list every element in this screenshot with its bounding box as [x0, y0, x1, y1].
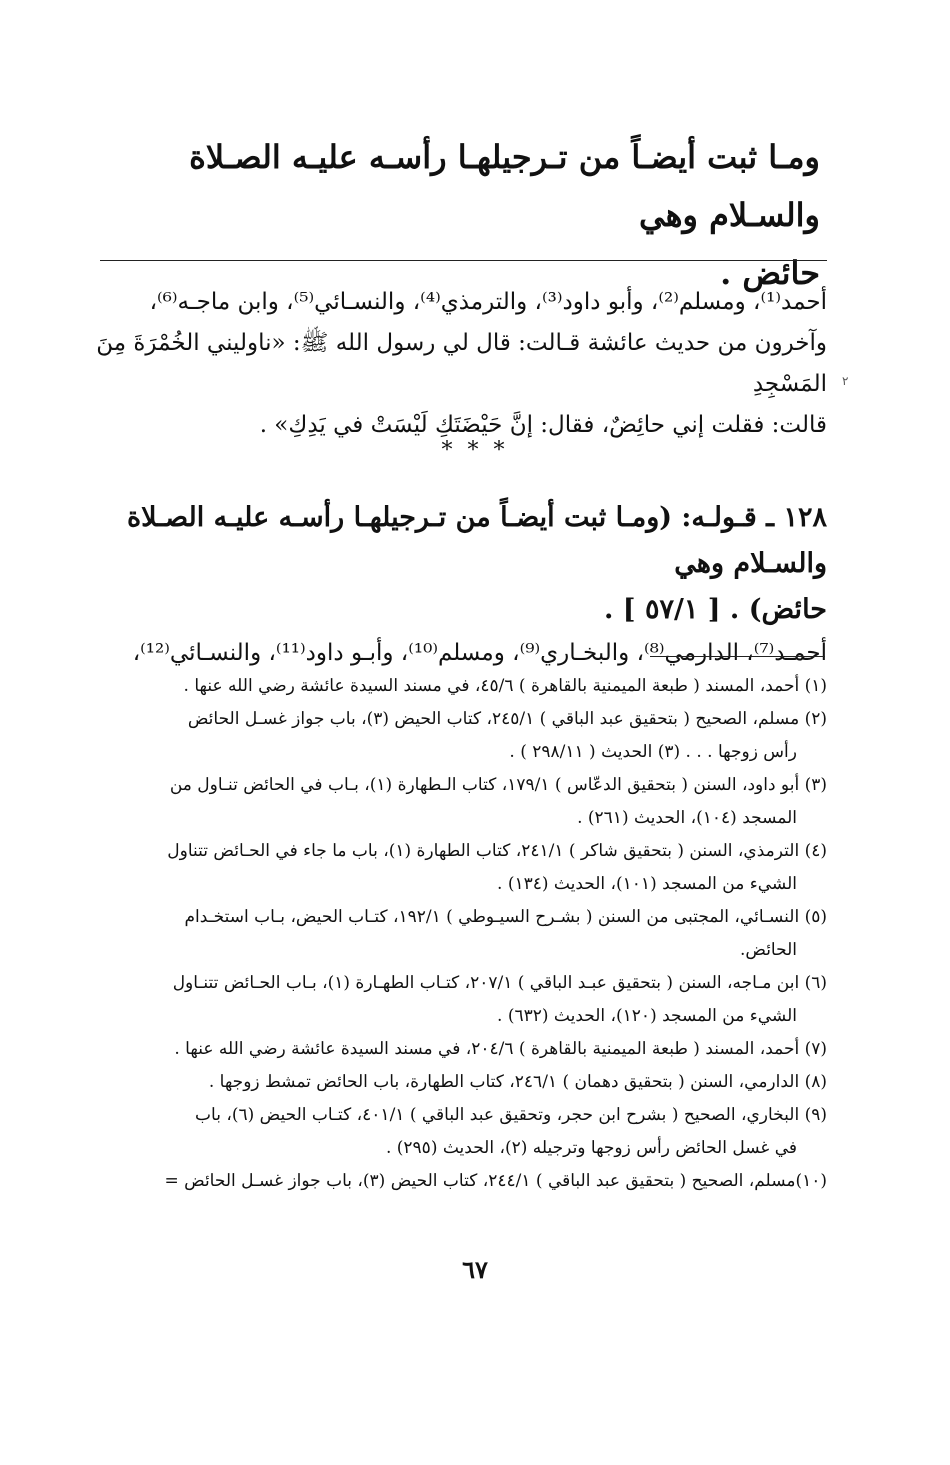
footnote-line: (٩) البخاري، الصحيح ( بشرح ابن حجر، وتحقيق عبد الباقي ) ٤٠١/١، كتـاب الحيض (٦)، باب: [195, 1105, 827, 1125]
reference-line-2: وآخرون من حديث عائشة قـالت: قال لي رسول الله ﷺ: «ناوليني الخُمْرَةَ مِنَ المَسْجِدِ: [96, 330, 827, 397]
reference-line-1: أحمد⁽¹⁾، ومسلم⁽²⁾، وأبو داود⁽³⁾، والترمذي⁽⁴⁾، والنسـائي⁽⁵⁾، وابن ماجـه⁽⁶⁾،: [149, 289, 827, 315]
footnote-line: (٤) الترمذي، السنن ( بتحقيق شاكر ) ٢٤١/١، كتاب الطهارة (١)، باب ما جاء في الحـائض تتناول: [167, 841, 827, 861]
footnote-continuation: رأس زوجها . . . (٣) الحديث ( ٢٩٨/١١ ) .: [509, 742, 797, 762]
footnote-divider: [650, 656, 825, 657]
heading-line-1: ومـا ثبت أيضـاً من تـرجيلهـا رأسـه عليـه الصـلاة والسـلام وهي: [189, 138, 820, 234]
page-number: ٦٧: [462, 1255, 488, 1284]
footnote-line: (٨) الدارمي، السنن ( بتحقيق دهمان ) ٢٤٦/١، كتاب الطهارة، باب الحائض تمشط زوجها .: [208, 1072, 827, 1092]
section-separator: * * *: [441, 438, 509, 463]
section-title-line-1: ١٢٨ ـ قـولـه: (ومـا ثبت أيضـاً من تـرجيلهـا رأسـه عليـه الصـلاة والسـلام وهي: [126, 502, 827, 579]
footnote-line: (٧) أحمد، المسند ( طبعة الميمنية بالقاهرة ) ٢٠٤/٦، في مسند السيدة عائشة رضي الله عنها .: [174, 1039, 827, 1059]
footnote-7: [95, 1033, 827, 1066]
footnotes: [95, 670, 827, 1198]
heading-line-2: حائض .: [720, 254, 820, 292]
footnote-5: [95, 901, 827, 967]
reference-block: [95, 282, 827, 446]
footnote-line: (١) أحمد، المسند ( طبعة الميمنية بالقاهرة ) ٤٥/٦، في مسند السيدة عائشة رضي الله عنها .: [183, 676, 827, 696]
footnote-line: (١٠)مسلم، الصحيح ( بتحقيق عبد الباقي ) ٢٤٤/١، كتاب الحيض (٣)، باب جواز غسـل الحائض =: [164, 1171, 827, 1191]
heading-divider: [100, 260, 827, 261]
footnote-line: (٢) مسلم، الصحيح ( بتحقيق عبد الباقي ) ٢٤٥/١، كتاب الحيض (٣)، باب جواز غسـل الحائض: [187, 709, 827, 729]
footnote-continuation: الحائض.: [739, 940, 797, 960]
footnote-continuation: الشيء من المسجد (١٠١)، الحديث (١٣٤) .: [497, 874, 797, 894]
footnote-9: [95, 1099, 827, 1165]
section-refs-line: أحمـد⁽⁷⁾، الدارمي⁽⁸⁾، والبخـاري⁽⁹⁾، ومسلم⁽¹⁰⁾، وأبـو داود⁽¹¹⁾، والنسـائي⁽¹²⁾،: [132, 640, 827, 666]
reference-line-3: قالت: فقلت إني حائِضٌ، فقال: إنَّ حَيْضَتَكِ لَيْسَتْ في يَدِكِ» .: [259, 412, 827, 438]
margin-mark: ٢: [842, 374, 849, 388]
footnote-2: [95, 703, 827, 769]
footnote-1: [95, 670, 827, 703]
footnote-line: (٦) ابن مـاجه، السنن ( بتحقيق عبـد الباقي ) ٢٠٧/١، كتـاب الطهـارة (١)، بـاب الحـائض تتنـاول: [172, 973, 827, 993]
footnote-3: [95, 769, 827, 835]
footnote-10: [95, 1165, 827, 1198]
page-heading: [95, 128, 820, 302]
footnote-line: (٣) أبو داود، السنن ( بتحقيق الدعّاس ) ١٧٩/١، كتاب الـطهارة (١)، بـاب في الحائض تنـاول من: [169, 775, 827, 795]
footnote-8: [95, 1066, 827, 1099]
footnote-4: [95, 835, 827, 901]
footnote-6: [95, 967, 827, 1033]
footnote-continuation: في غسل الحائض رأس زوجها وترجيله (٢)، الحديث (٢٩٥) .: [385, 1138, 797, 1158]
section-title-line-2: حائض) . [ ٥٧/١ ] .: [603, 594, 827, 625]
footnote-continuation: المسجد (١٠٤)، الحديث (٢٦١) .: [577, 808, 797, 828]
footnote-continuation: الشيء من المسجد (١٢٠)، الحديث (٦٣٢) .: [497, 1006, 797, 1026]
footnote-line: (٥) النسـائي، المجتبى من السنن ( بشـرح السيـوطي ) ١٩٢/١، كتـاب الحيض، بـاب استخـدام: [184, 907, 827, 927]
section-128: [95, 495, 827, 673]
